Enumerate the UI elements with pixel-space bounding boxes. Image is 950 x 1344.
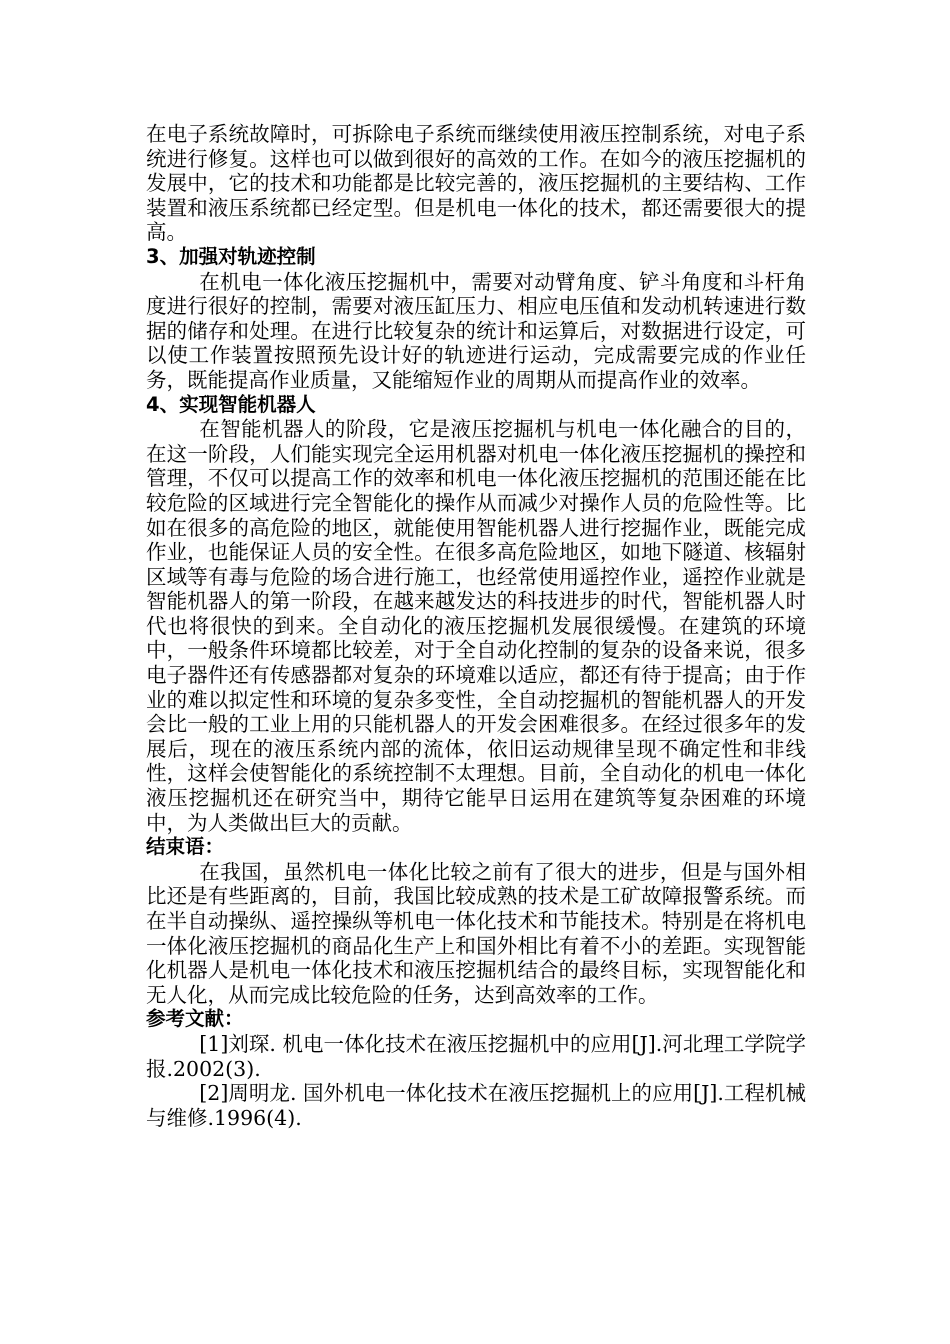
paragraph-electronic-system: 在电子系统故障时，可拆除电子系统而继续使用液压控制系统，对电子系统进行修复。这样也可以做到很好的高效的工作。在如今的液压挖掘机的发展中，它的技术和功能都是比较完善的，液压挖掘机的主要结构、工作装置和液压系统都已经定型。但是机电一体化的技术，都还需要很大的提高。: [146, 122, 806, 245]
reference-item-2: [2]周明龙. 国外机电一体化技术在液压挖掘机上的应用[J].工程机械与维修.1996(4).: [146, 1081, 806, 1130]
paragraph-intelligent-robot: 在智能机器人的阶段，它是液压挖掘机与机电一体化融合的目的，在这一阶段，人们能实现完全运用机器对机电一体化液压挖掘机的操控和管理，不仅可以提高工作的效率和机电一体化液压挖掘机的范围还能在比较危险的区域进行完全智能化的操作从而减少对操作人员的危险性等。比如在很多的高危险的地区，就能使用智能机器人进行挖掘作业，既能完成作业，也能保证人员的安全性。在很多高危险地区，如地下隧道、核辐射区域等有毒与危险的场合进行施工，也经常使用遥控作业，遥控作业就是智能机器人的第一阶段，在越来越发达的科技进步的时代，智能机器人时代也将很快的到来。全自动化的液压挖掘机发展很缓慢。在建筑的环境中，一般条件环境都比较差，对于全自动化控制的复杂的设备来说，很多电子器件还有传感器都对复杂的环境难以适应，都还有待于提高；由于作业的难以拟定性和环境的复杂多变性，全自动挖掘机的智能机器人的开发会比一般的工业上用的只能机器人的开发会困难很多。在经过很多年的发展后，现在的液压系统内部的流体，依旧运动规律呈现不确定性和非线性，这样会使智能化的系统控制不太理想。目前，全自动化的机电一体化液压挖掘机还在研究当中，期待它能早日运用在建筑等复杂困难的环境中，为人类做出巨大的贡献。: [146, 417, 806, 835]
section-heading-conclusion: 结束语：: [146, 835, 225, 859]
document-body: [146, 122, 806, 1130]
section-heading-intelligent-robot: 4、实现智能机器人: [146, 392, 316, 416]
reference-item-1: [1]刘琛. 机电一体化技术在液压挖掘机中的应用[J].河北理工学院学报.2002(3).: [146, 1031, 806, 1081]
section-heading-trajectory-control: 3、加强对轨迹控制: [146, 244, 316, 268]
section-heading-references: 参考文献：: [146, 1007, 244, 1031]
paragraph-trajectory-control: 在机电一体化液压挖掘机中，需要对动臂角度、铲斗角度和斗杆角度进行很好的控制，需要对液压缸压力、相应电压值和发动机转速进行数据的储存和处理。在进行比较复杂的统计和运算后，对数据进行设定，可以使工作装置按照预先设计好的轨迹进行运动，完成需要完成的作业任务，既能提高作业质量，又能缩短作业的周期从而提高作业的效率。: [146, 269, 806, 392]
paragraph-conclusion: 在我国，虽然机电一体化比较之前有了很大的进步，但是与国外相比还是有些距离的，目前，我国比较成熟的技术是工矿故障报警系统。而在半自动操纵、遥控操纵等机电一体化技术和节能技术。特别是在将机电一体化液压挖掘机的商品化生产上和国外相比有着不小的差距。实现智能化机器人是机电一体化技术和液压挖掘机结合的最终目标，实现智能化和无人化，从而完成比较危险的任务，达到高效率的工作。: [146, 859, 806, 1007]
